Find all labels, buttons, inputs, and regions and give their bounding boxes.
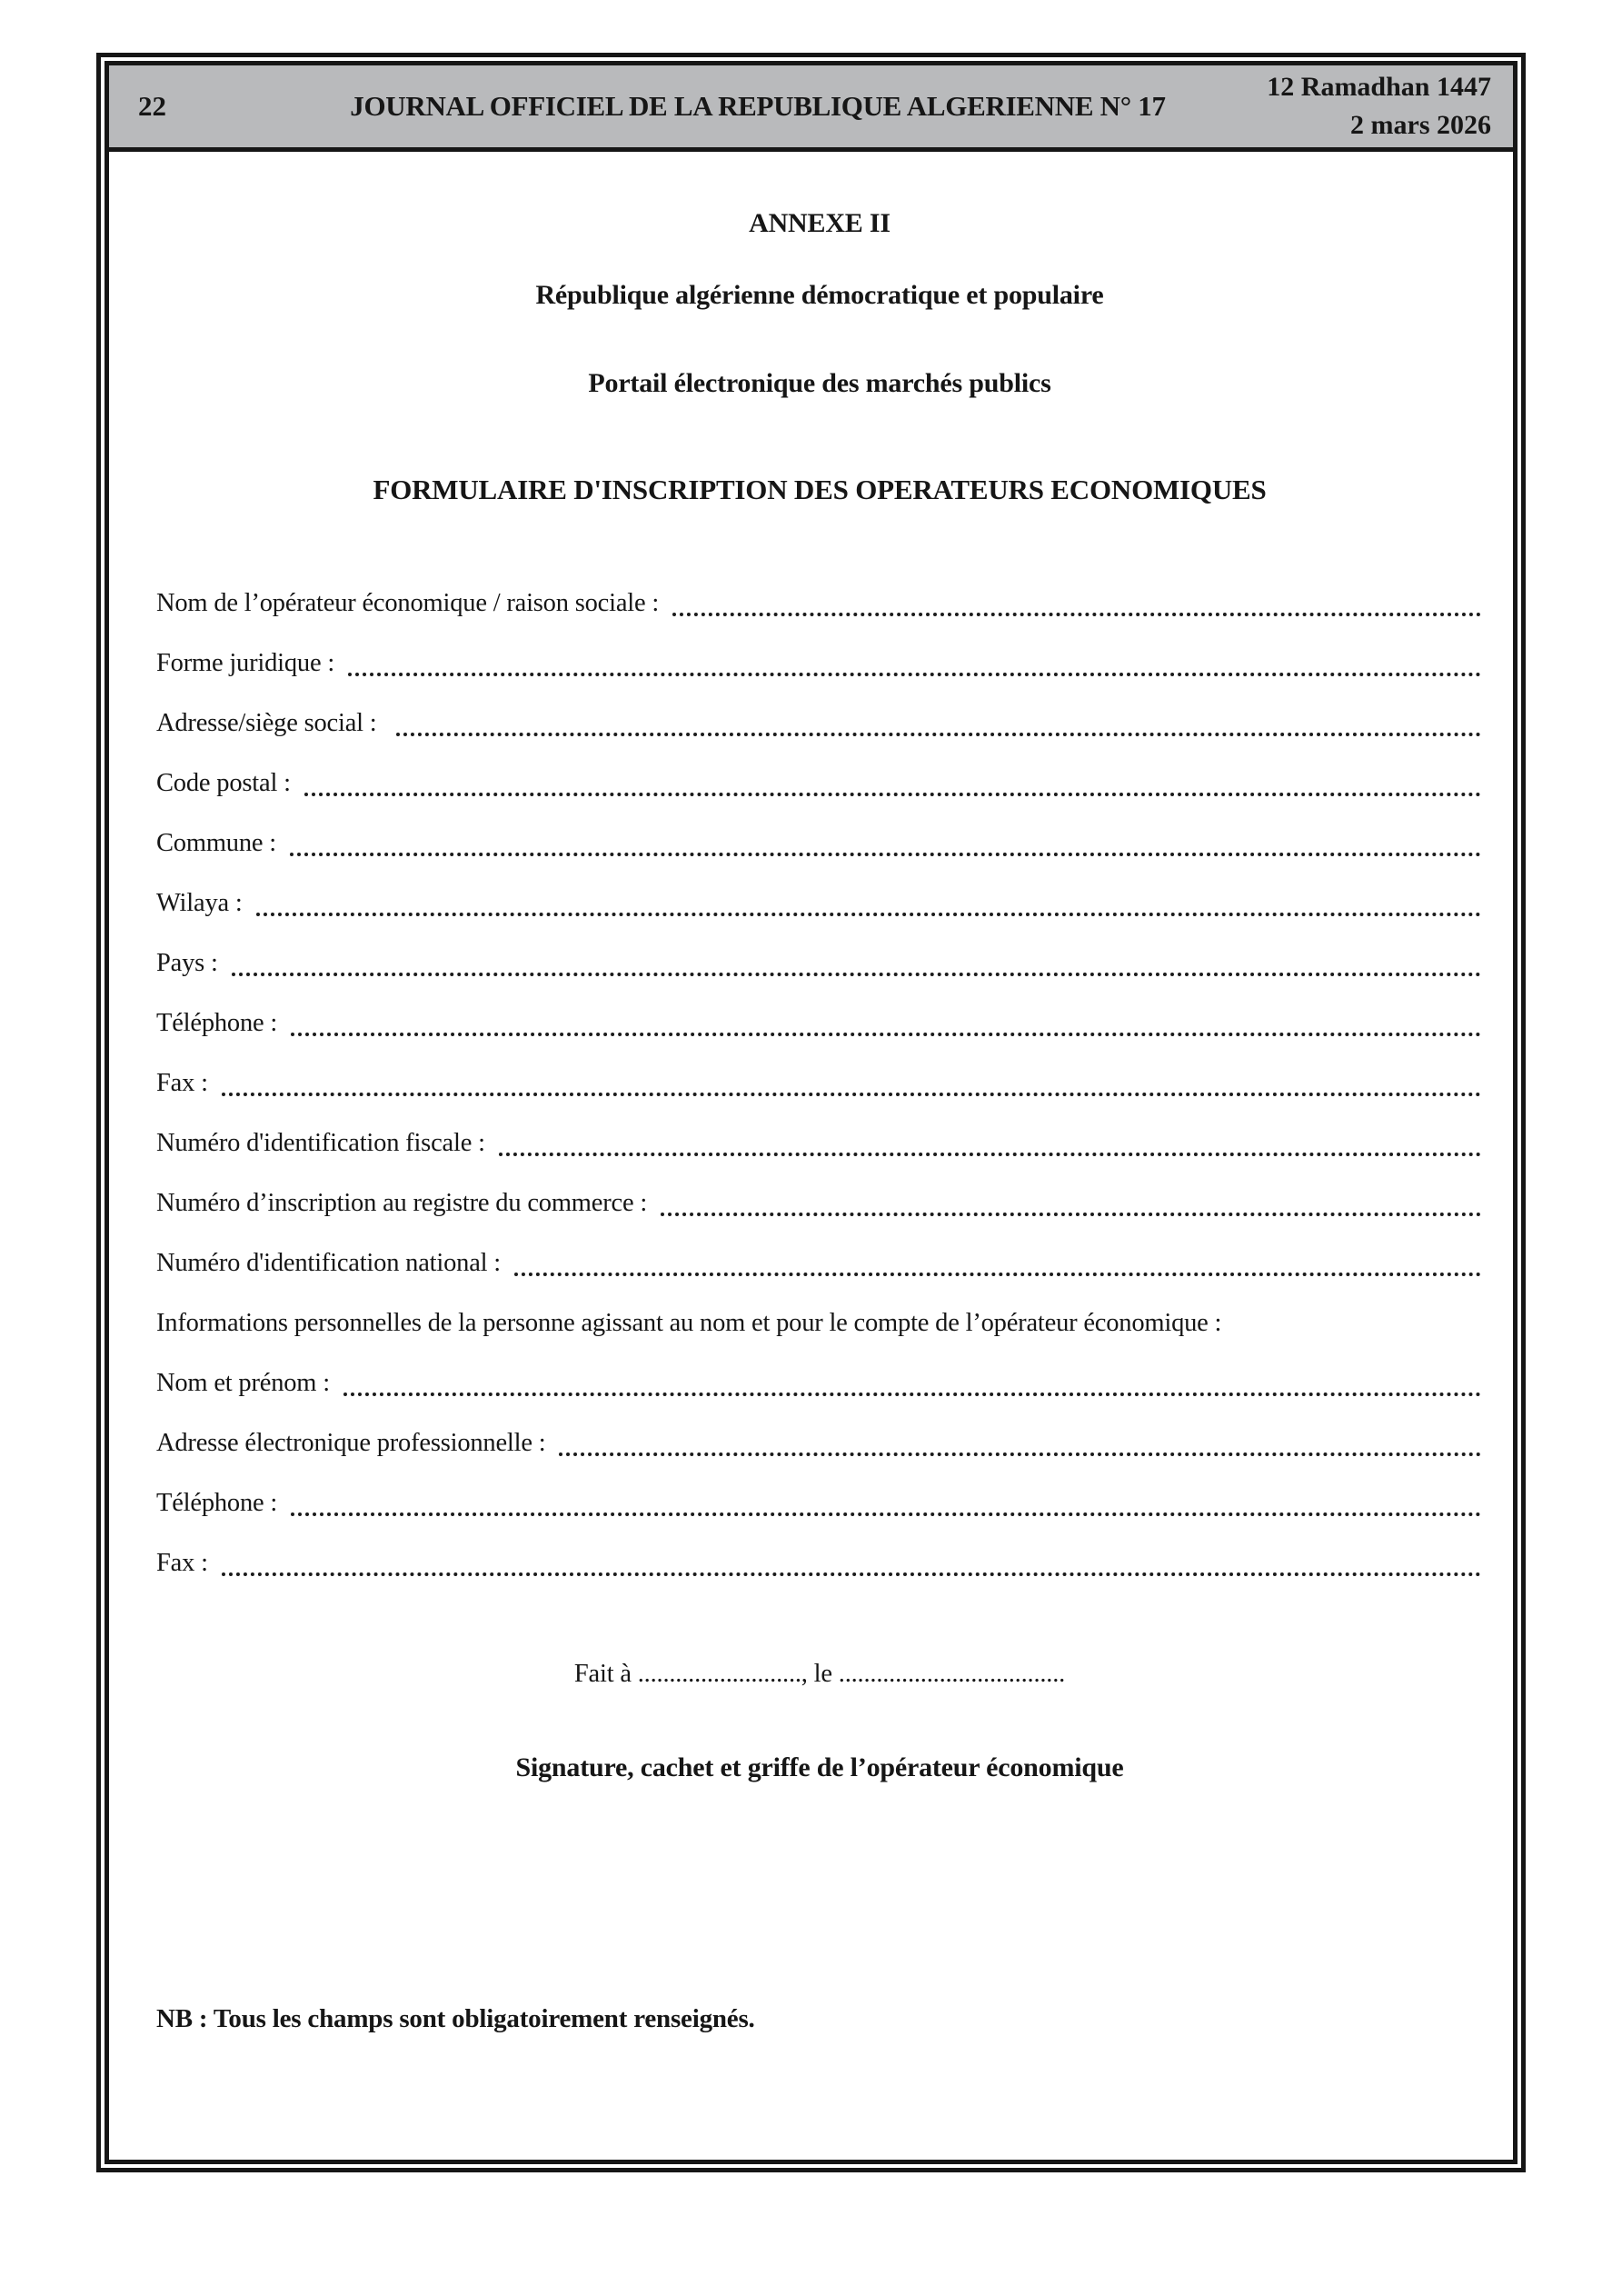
fait-dots-place: ..........................,: [637, 1660, 808, 1688]
dotted-leader: [499, 1153, 1481, 1156]
field-label: Téléphone :: [156, 1009, 284, 1037]
field-label: Numéro d'identification national :: [156, 1249, 507, 1277]
dotted-leader: [304, 793, 1481, 796]
form-field-row: [156, 1126, 1483, 1160]
dotted-leader: [514, 1273, 1481, 1276]
form-page-content: [109, 152, 1513, 2160]
form-field-row: [156, 1486, 1483, 1520]
form-field-row: [156, 1066, 1483, 1100]
fait-le: le: [807, 1660, 839, 1688]
date-hijri: 12 Ramadhan 1447: [1267, 72, 1491, 102]
nb-note: NB : Tous les champs sont obligatoirement renseignés.: [156, 2004, 755, 2033]
dotted-leader: [256, 913, 1481, 916]
journal-title: JOURNAL OFFICIEL DE LA REPUBLIQUE ALGERIENNE N° 17: [350, 90, 1166, 122]
form-field-row: [156, 1246, 1483, 1280]
date-gregorian: 2 mars 2026: [1350, 110, 1491, 140]
portal-heading: Portail électronique des marchés publics: [588, 368, 1051, 398]
form-field-row: [156, 1426, 1483, 1460]
form-field-row: [156, 826, 1483, 860]
field-label: Nom et prénom :: [156, 1369, 336, 1397]
journal-header-band: [109, 65, 1513, 152]
dotted-leader: [232, 973, 1481, 976]
dotted-leader: [348, 673, 1481, 676]
form-field-row: [156, 766, 1483, 800]
fait-dots-date: ....................................: [838, 1660, 1066, 1688]
form-field-row: [156, 1006, 1483, 1040]
field-label: Téléphone :: [156, 1489, 284, 1517]
document-outer-frame: [96, 53, 1526, 2172]
dotted-leader: [291, 1512, 1481, 1516]
field-label: Fax :: [156, 1069, 214, 1097]
form-field-row: [156, 706, 1483, 740]
field-label: Numéro d’inscription au registre du commerce :: [156, 1189, 653, 1217]
dotted-leader: [222, 1093, 1481, 1096]
dotted-leader: [396, 733, 1481, 736]
republic-heading: République algérienne démocratique et populaire: [535, 280, 1104, 310]
dotted-leader: [291, 1033, 1481, 1036]
dotted-leader: [343, 1393, 1481, 1396]
form-field-row: [156, 1366, 1483, 1400]
dotted-leader: [559, 1452, 1481, 1456]
form-field-row: [156, 946, 1483, 980]
fait-prefix: Fait à: [573, 1660, 638, 1688]
form-fields: [156, 586, 1483, 1580]
form-field-row: [156, 1186, 1483, 1220]
issue-dates: [1259, 68, 1491, 145]
document-inner-frame: [104, 61, 1518, 2164]
annexe-heading: ANNEXE II: [749, 208, 891, 238]
form-field-row: [156, 886, 1483, 920]
field-label: Wilaya :: [156, 889, 249, 917]
field-label: Numéro d'identification fiscale :: [156, 1129, 492, 1157]
field-label: Forme juridique :: [156, 649, 341, 677]
fait-a-le-line: [156, 1657, 1483, 1691]
signature-line: Signature, cachet et griffe de l’opérateur économique: [515, 1752, 1124, 1782]
field-label: Pays :: [156, 949, 224, 977]
page-number: 22: [138, 90, 166, 122]
form-field-row: [156, 586, 1483, 620]
field-label: Fax :: [156, 1549, 214, 1577]
form-field-row: [156, 1306, 1483, 1340]
form-field-row: [156, 646, 1483, 680]
dotted-leader: [222, 1572, 1481, 1576]
field-label: Adresse/siège social :: [156, 709, 390, 737]
field-label: Nom de l’opérateur économique / raison sociale :: [156, 589, 666, 617]
field-label: Adresse électronique professionnelle :: [156, 1429, 552, 1457]
dotted-leader: [661, 1213, 1481, 1216]
field-label: Commune :: [156, 829, 283, 857]
form-title-heading: FORMULAIRE D'INSCRIPTION DES OPERATEURS ECONOMIQUES: [373, 474, 1267, 505]
field-label: Code postal :: [156, 769, 297, 797]
form-field-row: [156, 1546, 1483, 1580]
dotted-leader: [672, 613, 1481, 616]
field-label: Informations personnelles de la personne agissant au nom et pour le compte de l’opérateur économique :: [156, 1309, 1222, 1337]
dotted-leader: [290, 853, 1481, 856]
